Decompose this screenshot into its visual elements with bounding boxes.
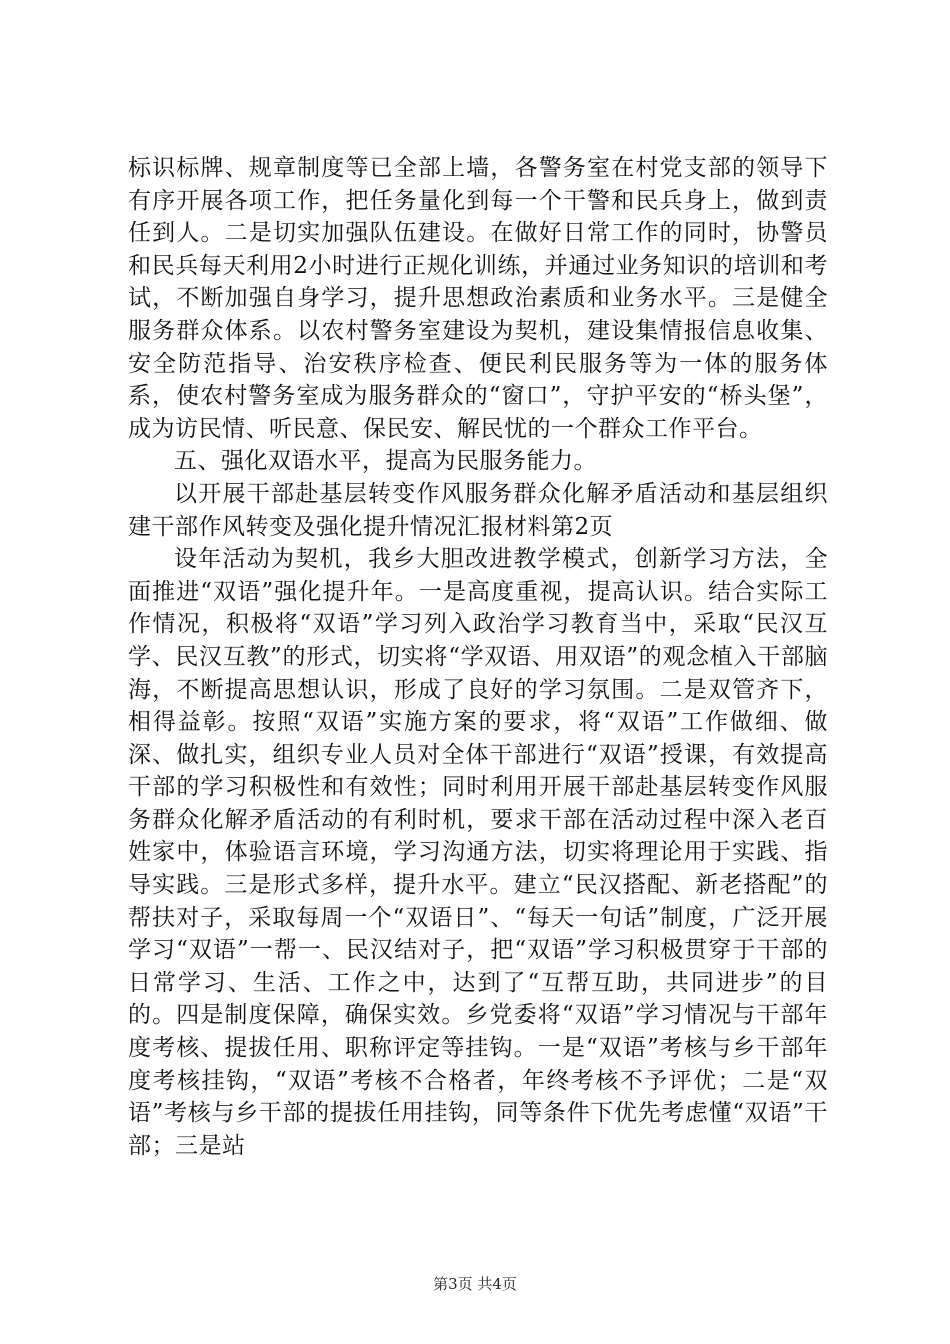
paragraph-2: 以开展干部赴基层转变作风服务群众化解矛盾活动和基层组织建干部作风转变及强化提升情况汇报材料第2页 xyxy=(128,480,828,540)
paragraph-3: 设年活动为契机，我乡大胆改进教学模式，创新学习方法，全面推进“双语”强化提升年。一是高度重视，提高认识。结合实际工作情况，积极将“双语”学习列入政治学习教育当中，采取“民汉互学、民汉互教”的形式，切实将“学双语、用双语”的观念植入干部脑海，不断提高思想认识，形成了良好的学习氛围。二是双管齐下，相得益彰。按照“双语”实施方案的要求，将“双语”工作做细、做深、做扎实，组织专业人员对全体干部进行“双语”授课，有效提高干部的学习积极性和有效性；同时利用开展干部赴基层转变作风服务群众化解矛盾活动的有利时机，要求干部在活动过程中深入老百姓家中，体验语言环境，学习沟通方法，切实将理论用于实践、指导实践。三是形式多样，提升水平。建立“民汉搭配、新老搭配”的帮扶对子，采取每周一个“双语日”、“每天一句话”制度，广泛开展学习“双语”一帮一、民汉结对子，把“双语”学习积极贯穿于干部的日常学习、生活、工作之中，达到了“互帮互助，共同进步”的目的。四是制度保障，确保实效。乡党委将“双语”学习情况与干部年度考核、提拔任用、职称评定等挂钩。一是“双语”考核与乡干部年度考核挂钩，“双语”考核不合格者，年终考核不予评优；二是“双语”考核与乡干部的提拔任用挂钩，同等条件下优先考虑懂“双语”干部；三是站 xyxy=(128,546,828,1159)
section-heading-5: 五、强化双语水平，提高为民服务能力。 xyxy=(174,448,597,475)
document-body xyxy=(128,152,828,1162)
paragraph-1: 标识标牌、规章制度等已全部上墙，各警务室在村党支部的领导下有序开展各项工作，把任务量化到每一个干警和民兵身上，做到责任到人。二是切实加强队伍建设。在做好日常工作的同时，协警员和民兵每天利用2小时进行正规化训练，并通过业务知识的培训和考试，不断加强自身学习，提升思想政治素质和业务水平。三是健全服务群众体系。以农村警务室建设为契机，建设集情报信息收集、安全防范指导、治安秩序检查、便民利民服务等为一体的服务体系，使农村警务室成为服务群众的“窗口”，守护平安的“桥头堡”，成为访民情、听民意、保民安、解民忧的一个群众工作平台。 xyxy=(128,155,828,442)
page-footer: 第3页 共4页 xyxy=(433,1275,517,1293)
